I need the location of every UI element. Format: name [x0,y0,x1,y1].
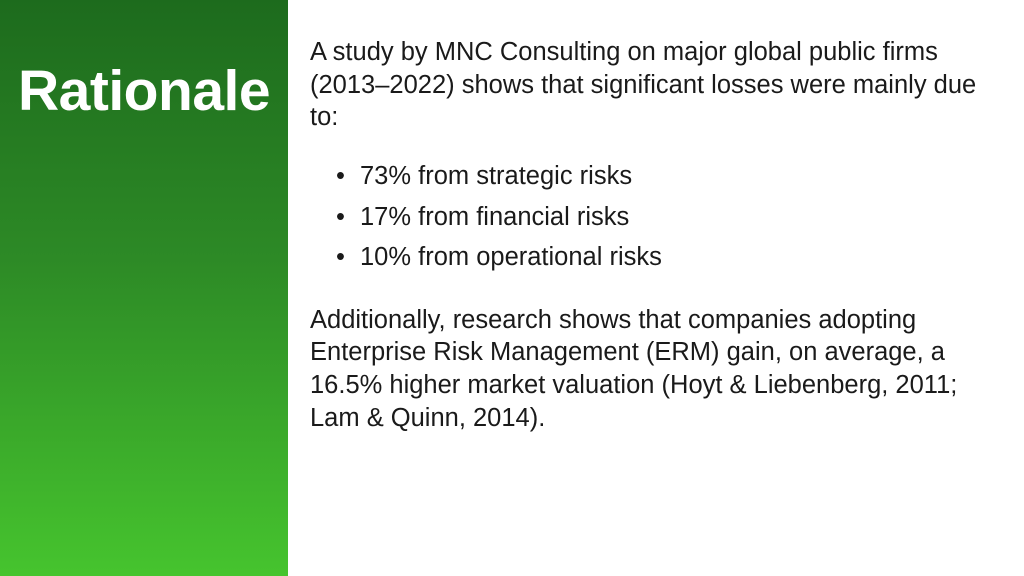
bullet-marker-icon: • [336,243,345,272]
slide-title: Rationale [18,59,271,123]
intro-paragraph: A study by MNC Consulting on major global public firms (2013–2022) shows that significant losses were mainly due to: [310,38,977,132]
risk-bullet-list [310,160,1000,274]
slide-content [310,36,1000,434]
bullet-marker-icon: • [336,161,345,190]
bullet-marker-icon: • [336,202,345,231]
slide-sidebar-accent-panel [0,0,288,576]
list-item [310,241,1000,274]
additional-paragraph: Additionally, research shows that companies adopting Enterprise Risk Management (ERM) gain, on average, a 16.5% higher market valuation (Hoyt & Liebenberg, 2011; Lam & Quinn, 2014). [310,305,958,432]
list-item-label: 10% from operational risks [360,243,662,272]
list-item-label: 17% from financial risks [360,202,630,231]
list-item [310,201,1000,234]
list-item-label: 73% from strategic risks [360,161,633,190]
list-item [310,160,1000,193]
